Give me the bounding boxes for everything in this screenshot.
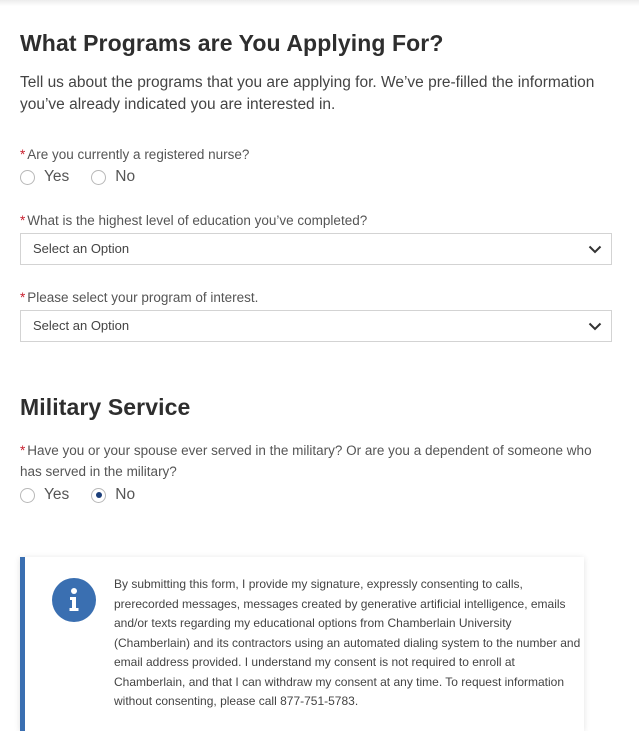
- nurse-no-option[interactable]: [91, 168, 135, 186]
- program-select[interactable]: [20, 310, 612, 342]
- programs-section-title: What Programs are You Applying For?: [20, 30, 444, 56]
- info-icon: [52, 578, 96, 622]
- nurse-no-label: No: [115, 168, 136, 185]
- education-select-value: Select an Option: [33, 241, 130, 256]
- program-question-label: [20, 287, 258, 308]
- education-question-text: What is the highest level of education you’ve completed?: [27, 213, 368, 228]
- program-question-text: Please select your program of interest.: [27, 290, 259, 305]
- military-section-title: Military Service: [20, 394, 191, 420]
- military-yes-radio[interactable]: [20, 488, 35, 503]
- nurse-question-label: [20, 144, 249, 165]
- military-question-label: [20, 440, 612, 482]
- top-shadow: [0, 0, 639, 6]
- required-marker: *: [20, 213, 26, 228]
- consent-notice: [20, 557, 584, 731]
- program-select-value: Select an Option: [33, 318, 130, 333]
- nurse-radio-group: [20, 168, 157, 186]
- chevron-down-icon: [587, 241, 603, 257]
- military-no-label: No: [115, 486, 136, 503]
- consent-text: By submitting this form, I provide my signature, expressly consenting to calls, prerecorded messages, messages created by generative artificial intelligence, emails and/or texts regarding my educational options from Chamberlain University (Chamberlain) and its contractors using an automated dialing system to the number and email address provided. I understand my consent is not required to enroll at Chamberlain, and that I can withdraw my consent at any time. To request information without consenting, please call 877-751-5783.: [114, 577, 581, 708]
- education-question-label: [20, 210, 367, 231]
- nurse-no-radio[interactable]: [91, 170, 106, 185]
- required-marker: *: [20, 290, 26, 305]
- military-yes-label: Yes: [44, 486, 70, 503]
- military-radio-group: [20, 486, 157, 504]
- military-no-option[interactable]: [91, 486, 135, 504]
- nurse-yes-option[interactable]: [20, 168, 69, 186]
- required-marker: *: [20, 443, 26, 458]
- programs-intro-text: Tell us about the programs that you are applying for. We’ve pre-filled the information you’ve already indicated you are interested in.: [20, 74, 595, 113]
- required-marker: *: [20, 147, 26, 162]
- military-question-text: Have you or your spouse ever served in the military? Or are you a dependent of someone who has served in the military?: [20, 443, 592, 479]
- military-no-radio[interactable]: [91, 488, 106, 503]
- nurse-yes-radio[interactable]: [20, 170, 35, 185]
- nurse-yes-label: Yes: [44, 168, 70, 185]
- military-yes-option[interactable]: [20, 486, 69, 504]
- nurse-question-text: Are you currently a registered nurse?: [27, 147, 250, 162]
- education-select[interactable]: [20, 233, 612, 265]
- chevron-down-icon: [587, 318, 603, 334]
